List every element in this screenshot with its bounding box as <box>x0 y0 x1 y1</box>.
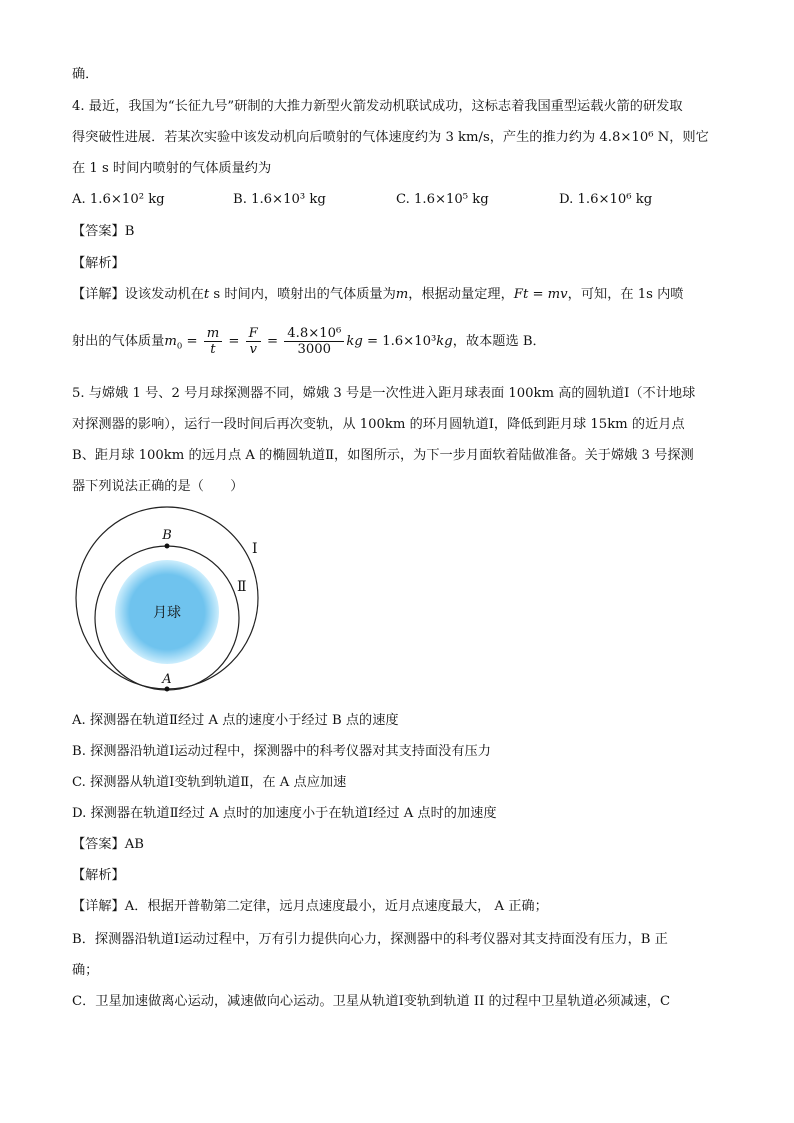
momentum-equation: Ft = mv <box>513 287 568 302</box>
fraction-numeric: $\frac{\text{4.8×10⁶}}{3000}$ <box>284 326 344 357</box>
q5-detail-b-line-1: B．探测器沿轨道Ⅰ运动过程中，万有引力提供向心力，探测器中的科考仪器对其支持面没有压力，B 正 <box>72 932 668 947</box>
q4-stem-line-2: 得突破性进展．若某次实验中该发动机向后喷射的气体速度约为 3 km/s，产生的推力约为 4.8×10⁶ N，则它 <box>72 130 709 145</box>
point-a-dot <box>165 687 170 692</box>
q5-option-d: D. 探测器在轨道Ⅱ经过 A 点时的加速度小于在轨道Ⅰ经过 A 点时的加速度 <box>72 806 497 821</box>
q4-option-c: C. 1.6×10⁵ kg <box>396 192 489 207</box>
orbit-ii-label: Ⅱ <box>237 579 247 595</box>
q5-stem-line-2: 对探测器的影响），运行一段时间后再次变轨，从 100km 的环月圆轨道Ⅰ，降低到距月球 15km 的近月点 <box>72 417 685 432</box>
q5-option-b: B. 探测器沿轨道Ⅰ运动过程中，探测器中的科考仪器对其支持面没有压力 <box>72 744 491 759</box>
top-fragment: 确． <box>72 67 99 82</box>
q5-answer: 【答案】AB <box>72 837 144 852</box>
q4-detail-line-2: 射出的气体质量$m_0$ = $\frac{m}{t}$ = $\frac{F}{v}$ = $\frac{\text{4.8×10⁶}}{3000}$ kg = 1.6×10³kg，故本题选 B． <box>72 326 546 357</box>
point-b-dot <box>165 544 170 549</box>
q5-option-a: A. 探测器在轨道Ⅱ经过 A 点的速度小于经过 B 点的速度 <box>72 713 399 728</box>
q5-analysis-heading: 【解析】 <box>72 868 125 883</box>
q5-detail-a: 【详解】A．根据开普勒第二定律，远月点速度最小，近月点速度最大， A 正确； <box>72 899 548 914</box>
q4-option-d: D. 1.6×10⁶ kg <box>559 192 653 207</box>
q4-stem-line-1: 4. 最近，我国为“长征九号”研制的大推力新型火箭发动机联试成功，这标志着我国重型运载火箭的研发取 <box>72 99 683 114</box>
q4-analysis-heading: 【解析】 <box>72 256 125 271</box>
q4-stem-line-3: 在 1 s 时间内喷射的气体质量约为 <box>72 161 272 176</box>
q4-answer: 【答案】B <box>72 224 135 239</box>
q4-option-a: A. 1.6×10² kg <box>72 192 165 207</box>
q5-stem-line-3: B、距月球 100km 的远月点 A 的椭圆轨道Ⅱ，如图所示，为下一步月面软着陆做准备。关于嫦娥 3 号探测 <box>72 448 694 463</box>
fraction-m-over-t: $\frac{m}{t}$ <box>204 326 223 357</box>
q5-option-c: C. 探测器从轨道Ⅰ变轨到轨道Ⅱ，在 A 点应加速 <box>72 775 347 790</box>
q5-detail-b-line-2: 确； <box>72 963 99 978</box>
q4-option-b: B. 1.6×10³ kg <box>233 192 326 207</box>
q5-stem-line-4: 器下列说法正确的是（ ） <box>72 479 244 494</box>
var-m: m <box>395 287 409 302</box>
moon-label: 月球 <box>153 605 181 621</box>
point-a-label: A <box>162 672 172 687</box>
orbit-diagram <box>70 505 270 695</box>
point-b-label: B <box>162 528 172 543</box>
orbit-i-label: Ⅰ <box>252 541 258 557</box>
q5-stem-line-1: 5. 与嫦娥 1 号、2 号月球探测器不同，嫦娥 3 号是一次性进入距月球表面 100km 高的圆轨道Ⅰ（不计地球 <box>72 386 696 401</box>
q5-detail-c: C．卫星加速做离心运动，减速做向心运动。卫星从轨道Ⅰ变轨到轨道 II 的过程中卫星轨道必须减速，C <box>72 994 671 1009</box>
fraction-f-over-v: $\frac{F}{v}$ <box>246 326 261 357</box>
var-t: t <box>203 287 210 302</box>
q4-detail-line-1: 【详解】设该发动机在t s 时间内，喷射出的气体质量为m，根据动量定理，Ft = mv，可知，在 1s 内喷 <box>72 287 684 302</box>
